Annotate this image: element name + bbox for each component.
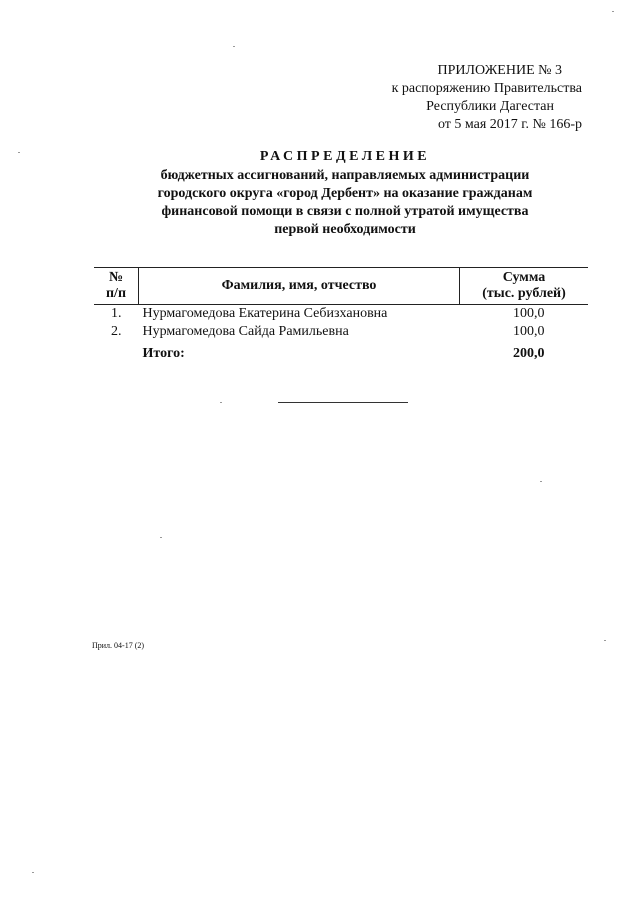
- scan-speck: [160, 537, 162, 538]
- scan-speck: [32, 872, 34, 873]
- heading-line-2: городского округа «город Дербент» на оказание гражданам: [157, 186, 533, 201]
- distribution-table: [94, 267, 588, 363]
- row-name: Нурмагомедова Сайда Рамильевна: [142, 324, 349, 339]
- document-heading: [100, 148, 590, 239]
- annex-block: [372, 62, 582, 134]
- row-name: Нурмагомедова Екатерина Себизхановна: [142, 306, 388, 321]
- total-label: Итого:: [142, 346, 185, 361]
- heading-title: РАСПРЕДЕЛЕНИЕ: [259, 149, 431, 164]
- table-row: [94, 323, 588, 341]
- heading-line-4: первой необходимости: [274, 222, 416, 237]
- header-num-line-1: №: [108, 270, 124, 285]
- table-total-row: [94, 341, 588, 363]
- scan-speck: [604, 640, 606, 641]
- scan-speck: [220, 402, 222, 403]
- table-header-row: [94, 268, 588, 305]
- scan-speck: [18, 152, 20, 153]
- row-num: 2.: [111, 324, 122, 339]
- header-sum-line-1: Сумма: [502, 270, 546, 285]
- row-num: 1.: [111, 306, 122, 321]
- scan-speck: [612, 11, 614, 12]
- table-row: [94, 305, 588, 324]
- scan-speck: [233, 46, 235, 47]
- annex-line-2: Республики Дагестан: [426, 99, 554, 114]
- total-value: 200,0: [513, 346, 545, 361]
- heading-line-3: финансовой помощи в связи с полной утратой имущества: [161, 204, 529, 219]
- total-empty-cell: [94, 341, 139, 363]
- end-divider: [278, 402, 408, 403]
- annex-title: ПРИЛОЖЕНИЕ № 3: [437, 63, 562, 78]
- header-num: [94, 268, 139, 305]
- annex-date-line: от 5 мая 2017 г. № 166-р: [437, 117, 582, 132]
- heading-line-1: бюджетных ассигнований, направляемых администрации: [160, 168, 530, 183]
- row-sum: 100,0: [513, 324, 545, 339]
- header-fio: Фамилия, имя, отчество: [139, 268, 460, 305]
- header-sum-line-2: (тыс. рублей): [482, 286, 566, 301]
- annex-line-1: к распоряжению Правительства: [391, 81, 582, 96]
- scan-speck: [540, 481, 542, 482]
- footer-code: Прил. 04-17 (2): [92, 641, 145, 650]
- header-sum: [460, 268, 589, 305]
- header-num-line-2: п/п: [105, 286, 127, 301]
- row-sum: 100,0: [513, 306, 545, 321]
